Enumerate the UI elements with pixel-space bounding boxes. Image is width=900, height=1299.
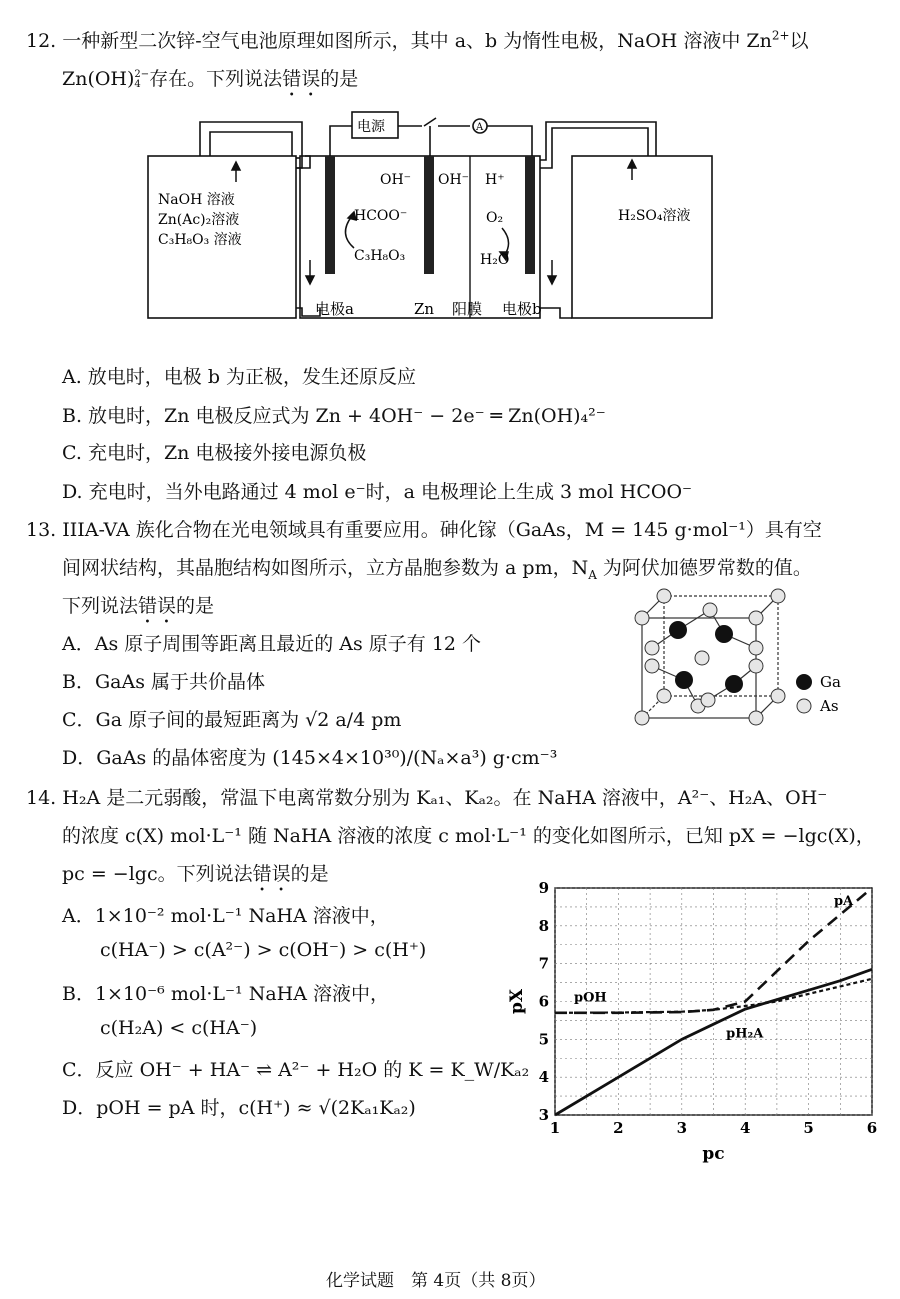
- product-hcoo: HCOO⁻: [354, 208, 408, 224]
- zn-electrode: [424, 156, 434, 274]
- q12-zincate-sub: 4: [134, 79, 141, 90]
- q13-emphasis: 错误: [138, 595, 177, 617]
- ammeter-label: A: [476, 122, 484, 133]
- series-label-2: pH₂A: [726, 1026, 764, 1042]
- series-label-1: pOH: [574, 990, 607, 1006]
- ion-hplus: H⁺: [485, 172, 505, 188]
- power-label: 电源: [357, 119, 385, 135]
- q12-zincate-charge: 2−: [134, 69, 150, 80]
- y-tick-label: 6: [538, 992, 549, 1011]
- ion-oh-1: OH⁻: [380, 172, 412, 188]
- legend-as-icon: [797, 699, 811, 713]
- label-membrane: 阳膜: [452, 300, 483, 318]
- x-tick-label: 6: [866, 1119, 878, 1137]
- x-tick-label: 3: [676, 1119, 688, 1137]
- q12-option-a: A. 放电时，电极 b 为正极，发生还原反应: [62, 366, 417, 388]
- q12-option-b: B. 放电时，Zn 电极反应式为 Zn + 4OH⁻ − 2e⁻ ═ Zn(OH)₄²⁻: [62, 405, 606, 427]
- left-tank-line-2: Zn(Ac)₂溶液: [158, 212, 240, 228]
- q14-stem-2: 的浓度 c(X) mol·L⁻¹ 随 NaHA 溶液的浓度 c mol·L⁻¹ 的变化如图所示，已知 pX = −lgc(X)，: [62, 825, 875, 847]
- y-tick-label: 3: [538, 1106, 549, 1124]
- x-tick-label: 4: [739, 1119, 751, 1137]
- x-tick-label: 5: [803, 1119, 814, 1137]
- label-electrode-a: 电极a: [315, 300, 354, 318]
- y-tick-label: 8: [538, 916, 549, 935]
- q14-option-b: B．1×10⁻⁶ mol·L⁻¹ NaHA 溶液中，: [62, 983, 389, 1005]
- right-tank-label: H₂SO₄溶液: [618, 208, 691, 224]
- q13-option-d: D．GaAs 的晶体密度为 (145×4×10³⁰)/(Nₐ×a³) g·cm⁻³: [62, 747, 558, 769]
- left-tank-line-3: C₃H₈O₃ 溶液: [158, 232, 242, 248]
- electrode-a: [325, 156, 335, 274]
- q13-stem-2: 间网状结构，其晶胞结构如图所示，立方晶胞参数为 a pm，N: [62, 557, 589, 579]
- series-label-0: pA: [833, 894, 854, 910]
- q13-stem-3-end: 的是: [176, 595, 215, 617]
- q14-option-c: C．反应 OH⁻ + HA⁻ ⇌ A²⁻ + H₂O 的 K = K_W/Kₐ₂: [62, 1059, 530, 1081]
- left-tank-line-1: NaOH 溶液: [158, 192, 235, 208]
- q14-option-d: D．pOH = pA 时，c(H⁺) ≈ √(2Kₐ₁Kₐ₂): [62, 1097, 416, 1119]
- px-pc-chart: [500, 880, 890, 1170]
- legend-ga-label: Ga: [820, 673, 841, 691]
- q12-line1: [26, 26, 809, 53]
- q12-line2: [62, 64, 358, 101]
- y-tick-label: 4: [538, 1068, 549, 1087]
- q12-option-d: D. 充电时，当外电路通过 4 mol e⁻时，a 电极理论上生成 3 mol HCOO⁻: [62, 481, 693, 503]
- electrode-b: [525, 156, 535, 274]
- label-zn: Zn: [414, 300, 435, 318]
- q14-emphasis: 错误: [252, 863, 291, 885]
- q13-line1: [26, 515, 822, 542]
- q14-stem-1: H₂A 是二元弱酸，常温下电离常数分别为 Kₐ₁、Kₐ₂。在 NaHA 溶液中，A²⁻、H₂A、OH⁻: [62, 787, 828, 809]
- q14-number: 14.: [26, 787, 57, 809]
- q14-option-b-cont: c(H₂A) < c(HA⁻): [100, 1017, 258, 1039]
- q12-zn-charge: 2+: [771, 28, 790, 43]
- q12-stem-2-end: 的是: [320, 68, 359, 90]
- q13-line2: [62, 553, 812, 582]
- q13-stem-1: IIIA-VA 族化合物在光电领域具有重要应用。砷化镓（GaAs，M = 145 g·mol⁻¹）具有空: [62, 519, 822, 541]
- q12-stem-1: 一种新型二次锌-空气电池原理如图所示，其中 a、b 为惰性电极，NaOH 溶液中 Zn: [62, 30, 772, 52]
- q12-emphasis: 错误: [282, 68, 321, 90]
- page-footer: 化学试题 第 4页（共 8页）: [326, 1271, 546, 1291]
- q14-line3: [62, 859, 329, 896]
- q12-stem-1-end: 以: [789, 30, 809, 52]
- legend-as-label: As: [820, 697, 839, 715]
- q13-stem-3: 下列说法: [62, 595, 139, 617]
- battery-diagram: [140, 108, 720, 328]
- q13-option-c: C．Ga 原子间的最短距离为 √2 a/4 pm: [62, 709, 402, 731]
- q14-option-a-cont: c(HA⁻) > c(A²⁻) > c(OH⁻) > c(H⁺): [100, 939, 427, 961]
- chart-ticks: [539, 880, 878, 1137]
- y-tick-label: 9: [538, 880, 549, 897]
- q14-line1: [26, 783, 827, 810]
- q13-line3: [62, 591, 214, 628]
- x-tick-label: 1: [549, 1119, 561, 1137]
- product-h2o: H₂O: [480, 252, 510, 268]
- x-tick-label: 2: [613, 1119, 624, 1137]
- q12-stem-2: 存在。下列说法: [149, 68, 283, 90]
- q14-stem-3-end: 的是: [290, 863, 329, 885]
- q13-stem-2-end: 为阿伏加德罗常数的值。: [596, 557, 812, 579]
- reactant-o2: O₂: [486, 210, 504, 226]
- reactant-c3h8o3: C₃H₈O₃: [354, 248, 406, 264]
- q13-option-a: A．As 原子周围等距离且最近的 As 原子有 12 个: [62, 633, 482, 655]
- label-electrode-b: 电极b: [502, 300, 542, 318]
- q13-na-sub: A: [588, 567, 597, 582]
- y-tick-label: 5: [538, 1030, 549, 1049]
- legend-ga-icon: [796, 674, 812, 690]
- q14-option-a: A．1×10⁻² mol·L⁻¹ NaHA 溶液中，: [62, 905, 389, 927]
- y-tick-label: 7: [538, 954, 549, 973]
- gaas-unit-cell: [628, 588, 878, 728]
- q13-option-b: B．GaAs 属于共价晶体: [62, 671, 265, 693]
- q12-option-c: C. 充电时，Zn 电极接外接电源负极: [62, 442, 367, 464]
- q13-number: 13.: [26, 519, 57, 541]
- q12-zincate: Zn(OH): [62, 68, 135, 90]
- ion-oh-2: OH⁻: [438, 172, 470, 188]
- y-axis-label: pX: [507, 988, 527, 1015]
- x-axis-label: pc: [702, 1144, 725, 1164]
- right-tank: [572, 156, 712, 318]
- q12-number: 12.: [26, 30, 57, 52]
- q14-stem-3: pc = −lgc。下列说法: [62, 863, 253, 885]
